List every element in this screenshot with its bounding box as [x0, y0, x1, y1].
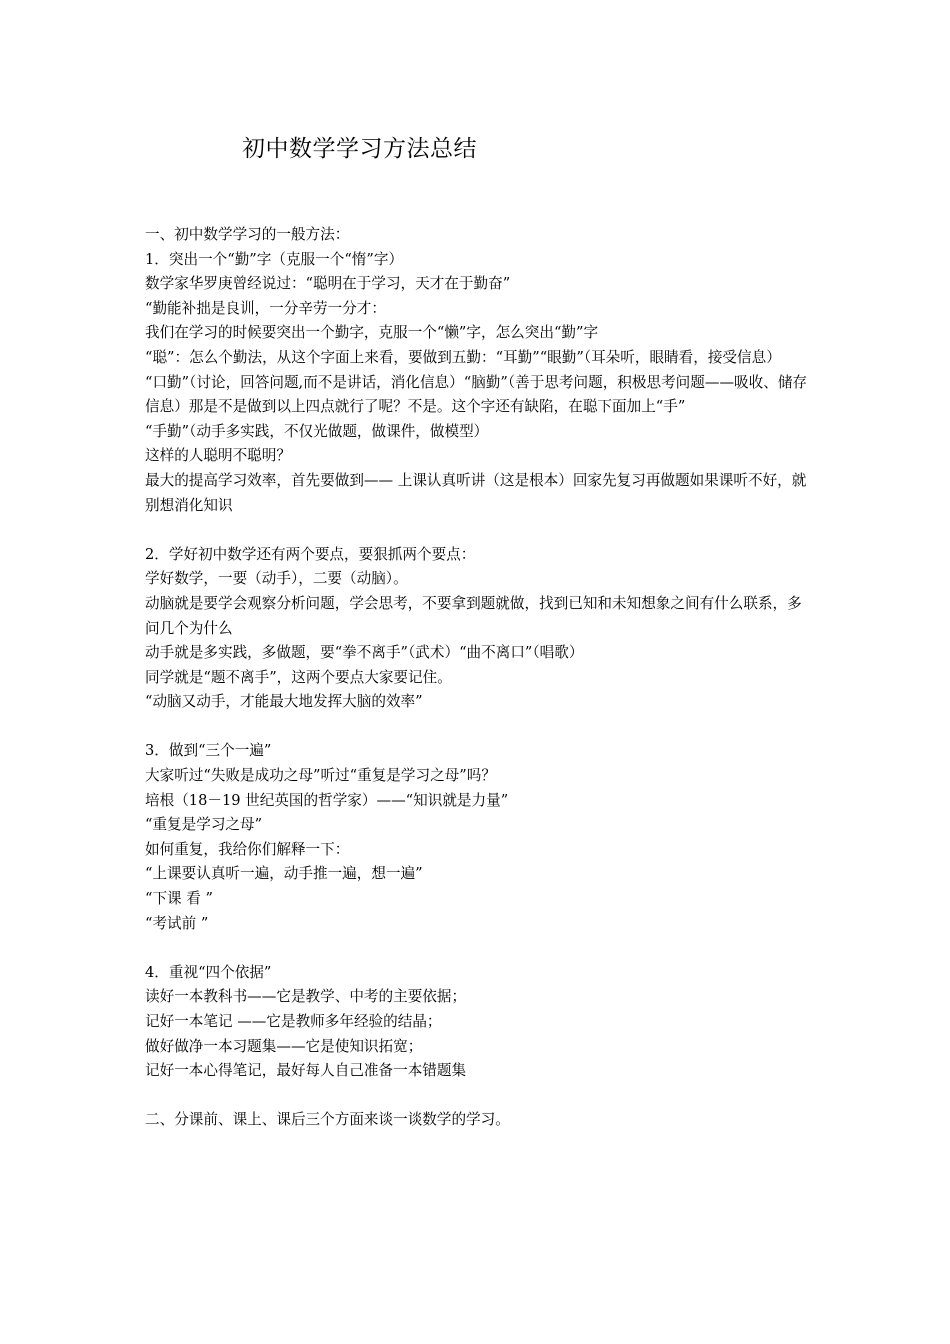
- paragraph-line: 记好一本笔记 ——它是教师多年经验的结晶；: [145, 1013, 442, 1030]
- paragraph-line: “勤能补拙是良训，一分辛劳一分才：: [145, 299, 386, 317]
- paragraph-line: 如何重复，我给你们解释一下：: [145, 840, 350, 858]
- paragraph-line: 2．学好初中数学还有两个要点，要狠抓两个要点：: [145, 545, 476, 563]
- blank-line: [145, 518, 813, 543]
- paragraph-line: “下课 看 ”: [145, 890, 213, 908]
- paragraph-line: “上课要认真听一遍，动手推一遍，想一遍”: [145, 865, 423, 883]
- paragraph-line: 大家听过“失败是成功之母”听过“重复是学习之母”吗？: [145, 767, 496, 785]
- document-body: [145, 223, 813, 1133]
- paragraph-line: 二、分课前、课上、课后三个方面来谈一谈数学的学习。: [145, 1111, 510, 1129]
- paragraph-line: 同学就是“题不离手”，这两个要点大家要记住。: [145, 668, 452, 686]
- paragraph-line: 最大的提高学习效率，首先要做到—— 上课认真听讲（这是根本）回家先复习再做题如果课听不好，就别想消化知识: [145, 471, 807, 514]
- blank-line: [145, 1084, 813, 1109]
- paragraph-line: 3．做到“三个一遍”: [145, 742, 272, 760]
- paragraph-line: 一、初中数学学习的一般方法：: [145, 226, 350, 243]
- paragraph-line: 做好做净一本习题集——它是使知识拓宽；: [145, 1037, 423, 1055]
- paragraph-line: 1．突出一个“勤”字（克服一个“惰”字）: [145, 250, 404, 268]
- paragraph-line: 培根（18－19 世纪英国的哲学家）——“知识就是力量”: [145, 791, 509, 809]
- paragraph-line: 动手就是多实践，多做题，要“拳不离手”（武术）“曲不离口”（唱歌）: [145, 644, 584, 662]
- paragraph-line: 学好数学，一要（动手），二要（动脑）。: [145, 570, 408, 588]
- paragraph-line: 动脑就是要学会观察分析问题，学会思考，不要拿到题就做，找到已知和未知想象之间有什么联系，多问几个为什么: [145, 594, 802, 637]
- paragraph-line: 4．重视“四个依据”: [145, 963, 272, 981]
- paragraph-line: “手勤”（动手多实践，不仅光做题，做课件，做模型）: [145, 422, 489, 440]
- paragraph-line: 我们在学习的时候要突出一个勤字，克服一个“懒”字，怎么突出“勤”字: [145, 324, 599, 342]
- paragraph-line: “聪”：怎么个勤法，从这个字面上来看，要做到五勤：“耳勤”“眼勤”（耳朵听，眼睛看，接受信息）: [145, 348, 781, 366]
- paragraph-line: 记好一本心得笔记，最好每人自己准备一本错题集: [145, 1062, 467, 1080]
- paragraph-line: “重复是学习之母”: [145, 816, 263, 834]
- paragraph-line: “考试前 ”: [145, 914, 209, 932]
- paragraph-line: 数学家华罗庚曾经说过：“聪明在于学习，天才在于勤奋”: [145, 275, 511, 293]
- blank-line: [145, 715, 813, 740]
- blank-line: [145, 936, 813, 961]
- paragraph-line: 读好一本教科书——它是教学、中考的主要依据；: [145, 988, 467, 1006]
- document-title: 初中数学学习方法总结: [242, 136, 477, 162]
- paragraph-line: “口勤”（讨论，回答问题,而不是讲话，消化信息）“脑勤”（善于思考问题，积极思考问题——吸收、储存信息）那是不是做到以上四点就行了呢？不是。这个字还有缺陷，在聪下面加上“手”: [145, 373, 808, 416]
- paragraph-line: “动脑又动手，才能最大地发挥大脑的效率”: [145, 693, 423, 711]
- paragraph-line: 这样的人聪明不聪明？: [145, 447, 291, 465]
